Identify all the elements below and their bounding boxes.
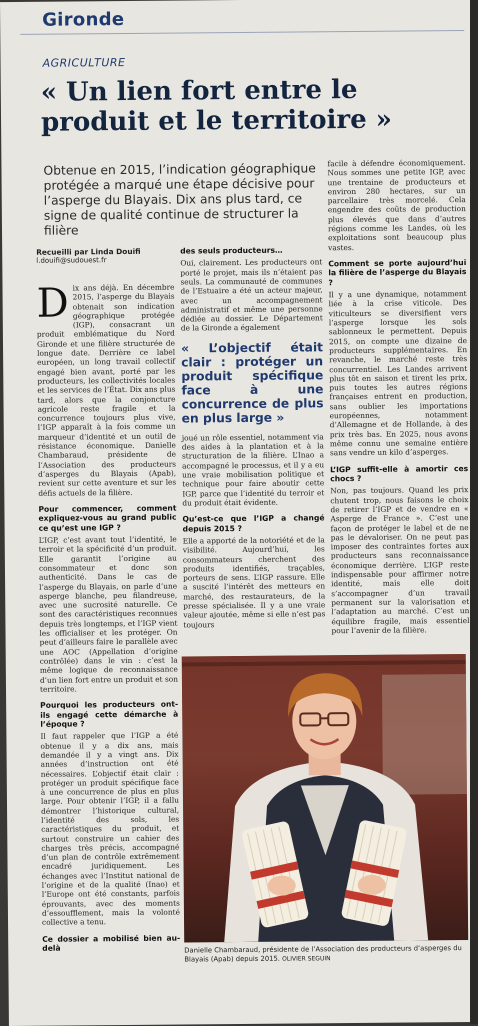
photo-caption: [184, 944, 472, 965]
portrait-photo: [182, 654, 468, 942]
question-4: Qu’est-ce que l’IGP a changé depuis 2015 ?: [182, 513, 324, 533]
photo-credit: OLIVIER SEGUIN: [282, 955, 331, 962]
kicker: AGRICULTURE: [42, 56, 125, 70]
pull-quote: « L’objectif était clair : protéger un produit spécifique face à une concurrence de plus en plus large »: [181, 340, 324, 425]
column-1: [36, 247, 180, 957]
intro-paragraph: [36, 283, 176, 498]
page-edge: [470, 0, 478, 1024]
dropcap: D: [36, 286, 68, 322]
question-2: Pourquoi les producteurs ont-ils engagé cette démarche à l’époque ?: [40, 700, 178, 729]
answer-5: Il y a une dynamique, notamment liée à la crise viticole. Des viticulteurs se diversifient vers l’asperge lorsque les sols sablonneux le permettent. Depuis 2015, on compte une dizaine de producteurs supplémentaires. En revanche, le marché reste très concurrentiel. Les Landes arrivent plus tôt en saison et tirent les prix, puis toutes les autres régions françaises entrent en production, sans oublier les importations européennes, notamment d’Allemagne et de Hollande, à des prix très bas. En 2025, nous avons même connu une semaine entière sans vendre un kilo d’asperges.: [329, 289, 468, 458]
section-divider: [20, 30, 464, 35]
intro-text: ix ans déjà. En décembre 2015, l’asperge du Blayais obtenait son indication géographique protégée (IGP), consacrant un produit emblématique du Nord Gironde et une filière structurée de longue date. Derrière ce label européen, un long travail collectif engagé bien avant, porté par les producteurs, les collectivités locales et les services de l’État. Dix ans plus tard, alors que la conjoncture agricole reste fragile et la concurrence toujours plus vive, l’IGP apparaît à la fois comme un marqueur d’identité et un outil de résistance économique. Danielle Chambaraud, présidente de l’Association des producteurs d’asperges du Blayais (Apab), revient sur cette aventure et sur les défis actuels de la filière.: [37, 283, 176, 498]
lead-paragraph: Obtenue en 2015, l’indication géographique protégée a marqué une étape décisive pour l’asperge du Blayais. Dix ans plus tard, ce signe de qualité continue de structurer la filière: [43, 161, 319, 238]
question-3-end: des seuls producteurs…: [180, 245, 322, 256]
byline: Recueilli par Linda Douifi: [36, 247, 174, 257]
answer-4: Elle a apporté de la notoriété et de la visibilité. Aujourd’hui, les consommateurs cherchent des produits identifiés, traçables, porteurs de sens. L’IGP rassure. Elle a suscité l’intérêt des metteurs en marché, des restaurateurs, de la presse spécialisée. Il y a une vraie valeur ajoutée, même si elle n’est pas toujours: [183, 535, 326, 629]
answer-3: Oui, clairement. Les producteurs ont porté le projet, mais ils n’étaient pas seuls. La communauté de communes de l’Estuaire a été un acteur majeur, avec un accompagnement administratif et même une personne dédiée au dossier. Le Département de la Gironde a également: [180, 258, 323, 334]
question-3-start: Ce dossier a mobilisé bien au-delà: [42, 933, 180, 953]
question-5: Comment se porte aujourd’hui la filière de l’asperge du Blayais ?: [328, 258, 466, 287]
answer-2: Il faut rappeler que l’IGP a été obtenue il y a dix ans, mais demandée il y a vingt ans. Dix années d’instruction ont été nécessaires. L’objectif était clair : protéger un produit spécifique face à une concurrence de plus en plus large. Pour obtenir l’IGP, il a fallu démontrer l’historique cultural, l’identité des sols, les caractéristiques du produit, et surtout construire un cahier des charges très précis, accompagné d’un plan de contrôle extrêmement encadré juridiquement. Les échanges avec l’Institut national de l’origine et de la qualité (Inao) et l’Europe ont été constants, parfois éprouvants, avec des moments d’essoufflement, mais la volonté collective a tenu.: [40, 731, 180, 927]
byline-email: l.douifi@sudouest.fr: [36, 256, 174, 266]
headline: « Un lien fort entre le produit et le territoire »: [41, 74, 462, 138]
answer-4-end: facile à défendre économiquement. Nous sommes une petite IGP, avec une trentaine de producteurs et environ 280 hectares, sur un parcellaire très morcelé. Cela engendre des coûts de production plus élevés que dans d’autres régions comme les Landes, où les exploitations sont beaucoup plus vastes.: [327, 158, 466, 252]
portrait-illustration: [182, 654, 468, 942]
answer-1: L’IGP, c’est avant tout l’identité, le terroir et la spécificité d’un produit. Elle garantit l’origine au consommateur et donc son authenticité. Dans le cas de l’asperge du Blayais, on parle d’une asperge blanche, peu filandreuse, avec une sucrosité naturelle. Ce sont des caractéristiques reconnues depuis très longtemps, et l’IGP vient les officialiser et les protéger. On peut d’ailleurs faire le parallèle avec une AOC (Appellation d’origine contrôlée) dans le vin : c’est la même logique de reconnaissance d’un lien fort entre un produit et son territoire.: [39, 535, 178, 694]
answer-6: Non, pas toujours. Quand les prix chutent trop, nous faisons le choix de retirer l’IGP et de vendre en « Asperge de France ». C’est une façon de protéger le label et de ne pas le dévaloriser. On ne peut pas imposer des contraintes fortes aux producteurs sans reconnaissance économique derrière. L’IGP reste indispensable pour affirmer notre identité, mais elle doit s’accompagner d’un travail permanent sur la valorisation et l’adaptation au marché. C’est un équilibre fragile, mais essentiel pour l’avenir de la filière.: [330, 485, 469, 635]
question-6: L’IGP suffit-elle à amortir ces chocs ?: [330, 464, 468, 484]
question-1: Pour commencer, comment expliquez-vous au grand public ce qu’est une IGP ?: [38, 503, 176, 532]
caption-text: Danielle Chambaraud, présidente de l’Association des producteurs d’asperges du Blayais (Apab) depuis 2015.: [184, 944, 462, 963]
column-3: [327, 158, 469, 638]
answer-3-end: joué un rôle essentiel, notamment via des aides à la plantation et à la structuration de la filière. L’Inao a accompagné le processus, et il y a eu une vraie mobilisation politique et technique pour faire aboutir cette IGP, parce que l’identité du terroir et du produit était évidente.: [182, 432, 325, 508]
section-title: Gironde: [42, 9, 124, 31]
column-2: [180, 245, 325, 632]
